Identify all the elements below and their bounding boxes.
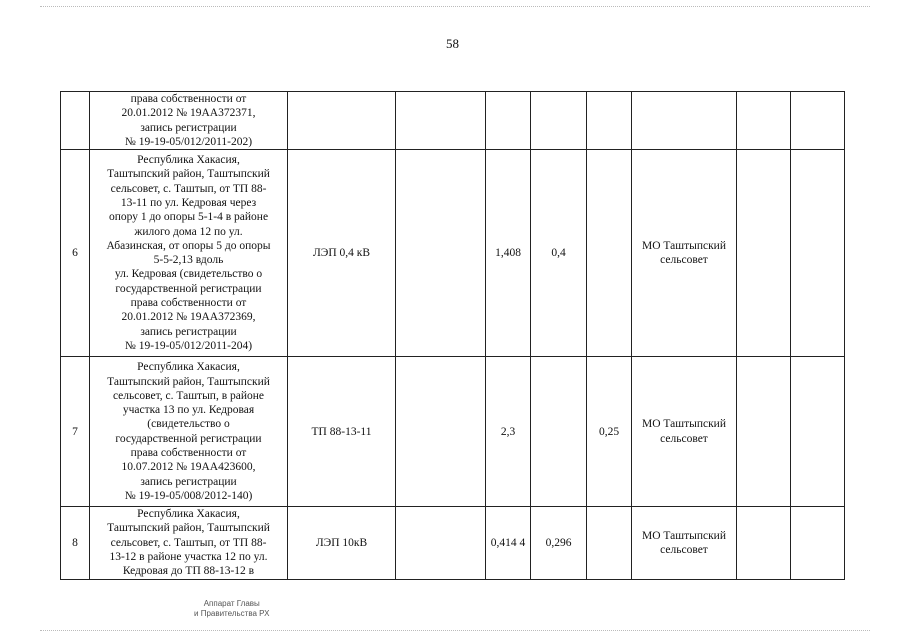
row-number-cell: 8: [61, 507, 90, 579]
col10-cell: [791, 92, 845, 150]
description-line: права собственности от: [130, 297, 247, 310]
footer-stamp-line: и Правительства РХ: [194, 609, 270, 618]
description-line: № 19-19-05/008/2012-140): [124, 489, 253, 502]
table-row: [61, 357, 845, 507]
table-row: [61, 507, 845, 579]
description-line: запись регистрации: [140, 121, 237, 134]
row-number-cell: 7: [61, 357, 90, 507]
power-cell: [587, 92, 632, 150]
power-cell: 0,25: [587, 357, 632, 507]
col4-cell: [396, 150, 486, 357]
description-line: государственной регистрации: [115, 432, 262, 445]
description-line: 5-5-2,13 вдоль: [153, 254, 224, 267]
object-name-cell: ТП 88-13-11: [288, 357, 396, 507]
description-line: запись регистрации: [140, 475, 237, 488]
description-line: № 19-19-05/012/2011-204): [124, 339, 253, 352]
length-cell: 0,414 4: [486, 507, 531, 579]
address-description-cell: [90, 357, 288, 507]
description-line: Республика Хакасия,: [137, 508, 240, 521]
description-line: опору 1 до опоры 5-1-4 в районе: [108, 211, 269, 224]
col9-cell: [737, 150, 791, 357]
address-description-cell: [90, 150, 288, 357]
col9-cell: [737, 507, 791, 579]
description-line: сельсовет, с. Таштып, от ТП 88-: [110, 182, 267, 195]
row-number-cell: 6: [61, 150, 90, 357]
description-line: 20.01.2012 № 19АА372369,: [121, 311, 256, 324]
owner-cell: МО Таштыпский сельсовет: [632, 357, 737, 507]
page-number: 58: [446, 36, 459, 51]
description-line: 10.07.2012 № 19АА423600,: [121, 461, 256, 474]
col10-cell: [791, 357, 845, 507]
table-row: [61, 150, 845, 357]
col10-cell: [791, 150, 845, 357]
footer-stamp: [194, 599, 269, 619]
voltage-cell: [531, 92, 587, 150]
owner-cell: [632, 92, 737, 150]
description-line: 20.01.2012 № 19АА372371,: [121, 107, 256, 120]
description-line: ул. Кедровая (свидетельство о: [114, 268, 263, 281]
address-description-cell: [90, 507, 288, 579]
object-name-cell: ЛЭП 0,4 кВ: [288, 150, 396, 357]
description-line: права собственности от: [130, 93, 247, 105]
description-line: запись регистрации: [140, 325, 237, 338]
col4-cell: [396, 357, 486, 507]
description-line: жилого дома 12 по ул.: [134, 225, 243, 238]
description-line: Абазинская, от опоры 5 до опоры: [106, 239, 271, 252]
col9-cell: [737, 92, 791, 150]
description-line: 13-12 в районе участка 12 по ул.: [109, 551, 268, 564]
description-line: права собственности от: [130, 446, 247, 459]
voltage-cell: [531, 357, 587, 507]
description-line: Таштыпский район, Таштыпский: [107, 168, 270, 181]
footer-stamp-line: Аппарат Главы: [203, 599, 260, 608]
voltage-cell: 0,296: [531, 507, 587, 579]
description-line: участка 13 по ул. Кедровая: [122, 404, 255, 417]
length-cell: 1,408: [486, 150, 531, 357]
power-cell: [587, 150, 632, 357]
description-line: Таштыпский район, Таштыпский: [107, 375, 270, 388]
col4-cell: [396, 92, 486, 150]
col10-cell: [791, 507, 845, 579]
col4-cell: [396, 507, 486, 579]
col9-cell: [737, 357, 791, 507]
power-cell: [587, 507, 632, 579]
description-line: № 19-19-05/012/2011-202): [124, 135, 253, 148]
description-line: Таштыпский район, Таштыпский: [107, 522, 270, 535]
owner-cell: МО Таштыпский сельсовет: [632, 150, 737, 357]
description-line: Кедровая до ТП 88-13-12 в: [122, 565, 255, 578]
table-row: [61, 92, 845, 150]
object-name-cell: ЛЭП 10кВ: [288, 507, 396, 579]
bottom-scan-edge: [40, 630, 870, 631]
description-line: сельсовет, с. Таштып, от ТП 88-: [110, 536, 267, 549]
length-cell: [486, 92, 531, 150]
description-line: 13-11 по ул. Кедровая через: [120, 197, 257, 209]
description-line: сельсовет, с. Таштып, в районе: [112, 389, 265, 402]
property-register-table: [60, 91, 845, 580]
length-cell: 2,3: [486, 357, 531, 507]
description-line: Республика Хакасия,: [137, 361, 240, 374]
voltage-cell: 0,4: [531, 150, 587, 357]
description-line: государственной регистрации: [115, 282, 262, 295]
object-name-cell: [288, 92, 396, 150]
address-description-cell: [90, 92, 288, 150]
description-line: (свидетельство о: [147, 418, 230, 431]
top-scan-edge: [40, 6, 870, 7]
owner-cell: МО Таштыпский сельсовет: [632, 507, 737, 579]
description-line: Республика Хакасия,: [137, 154, 240, 167]
row-number-cell: [61, 92, 90, 150]
